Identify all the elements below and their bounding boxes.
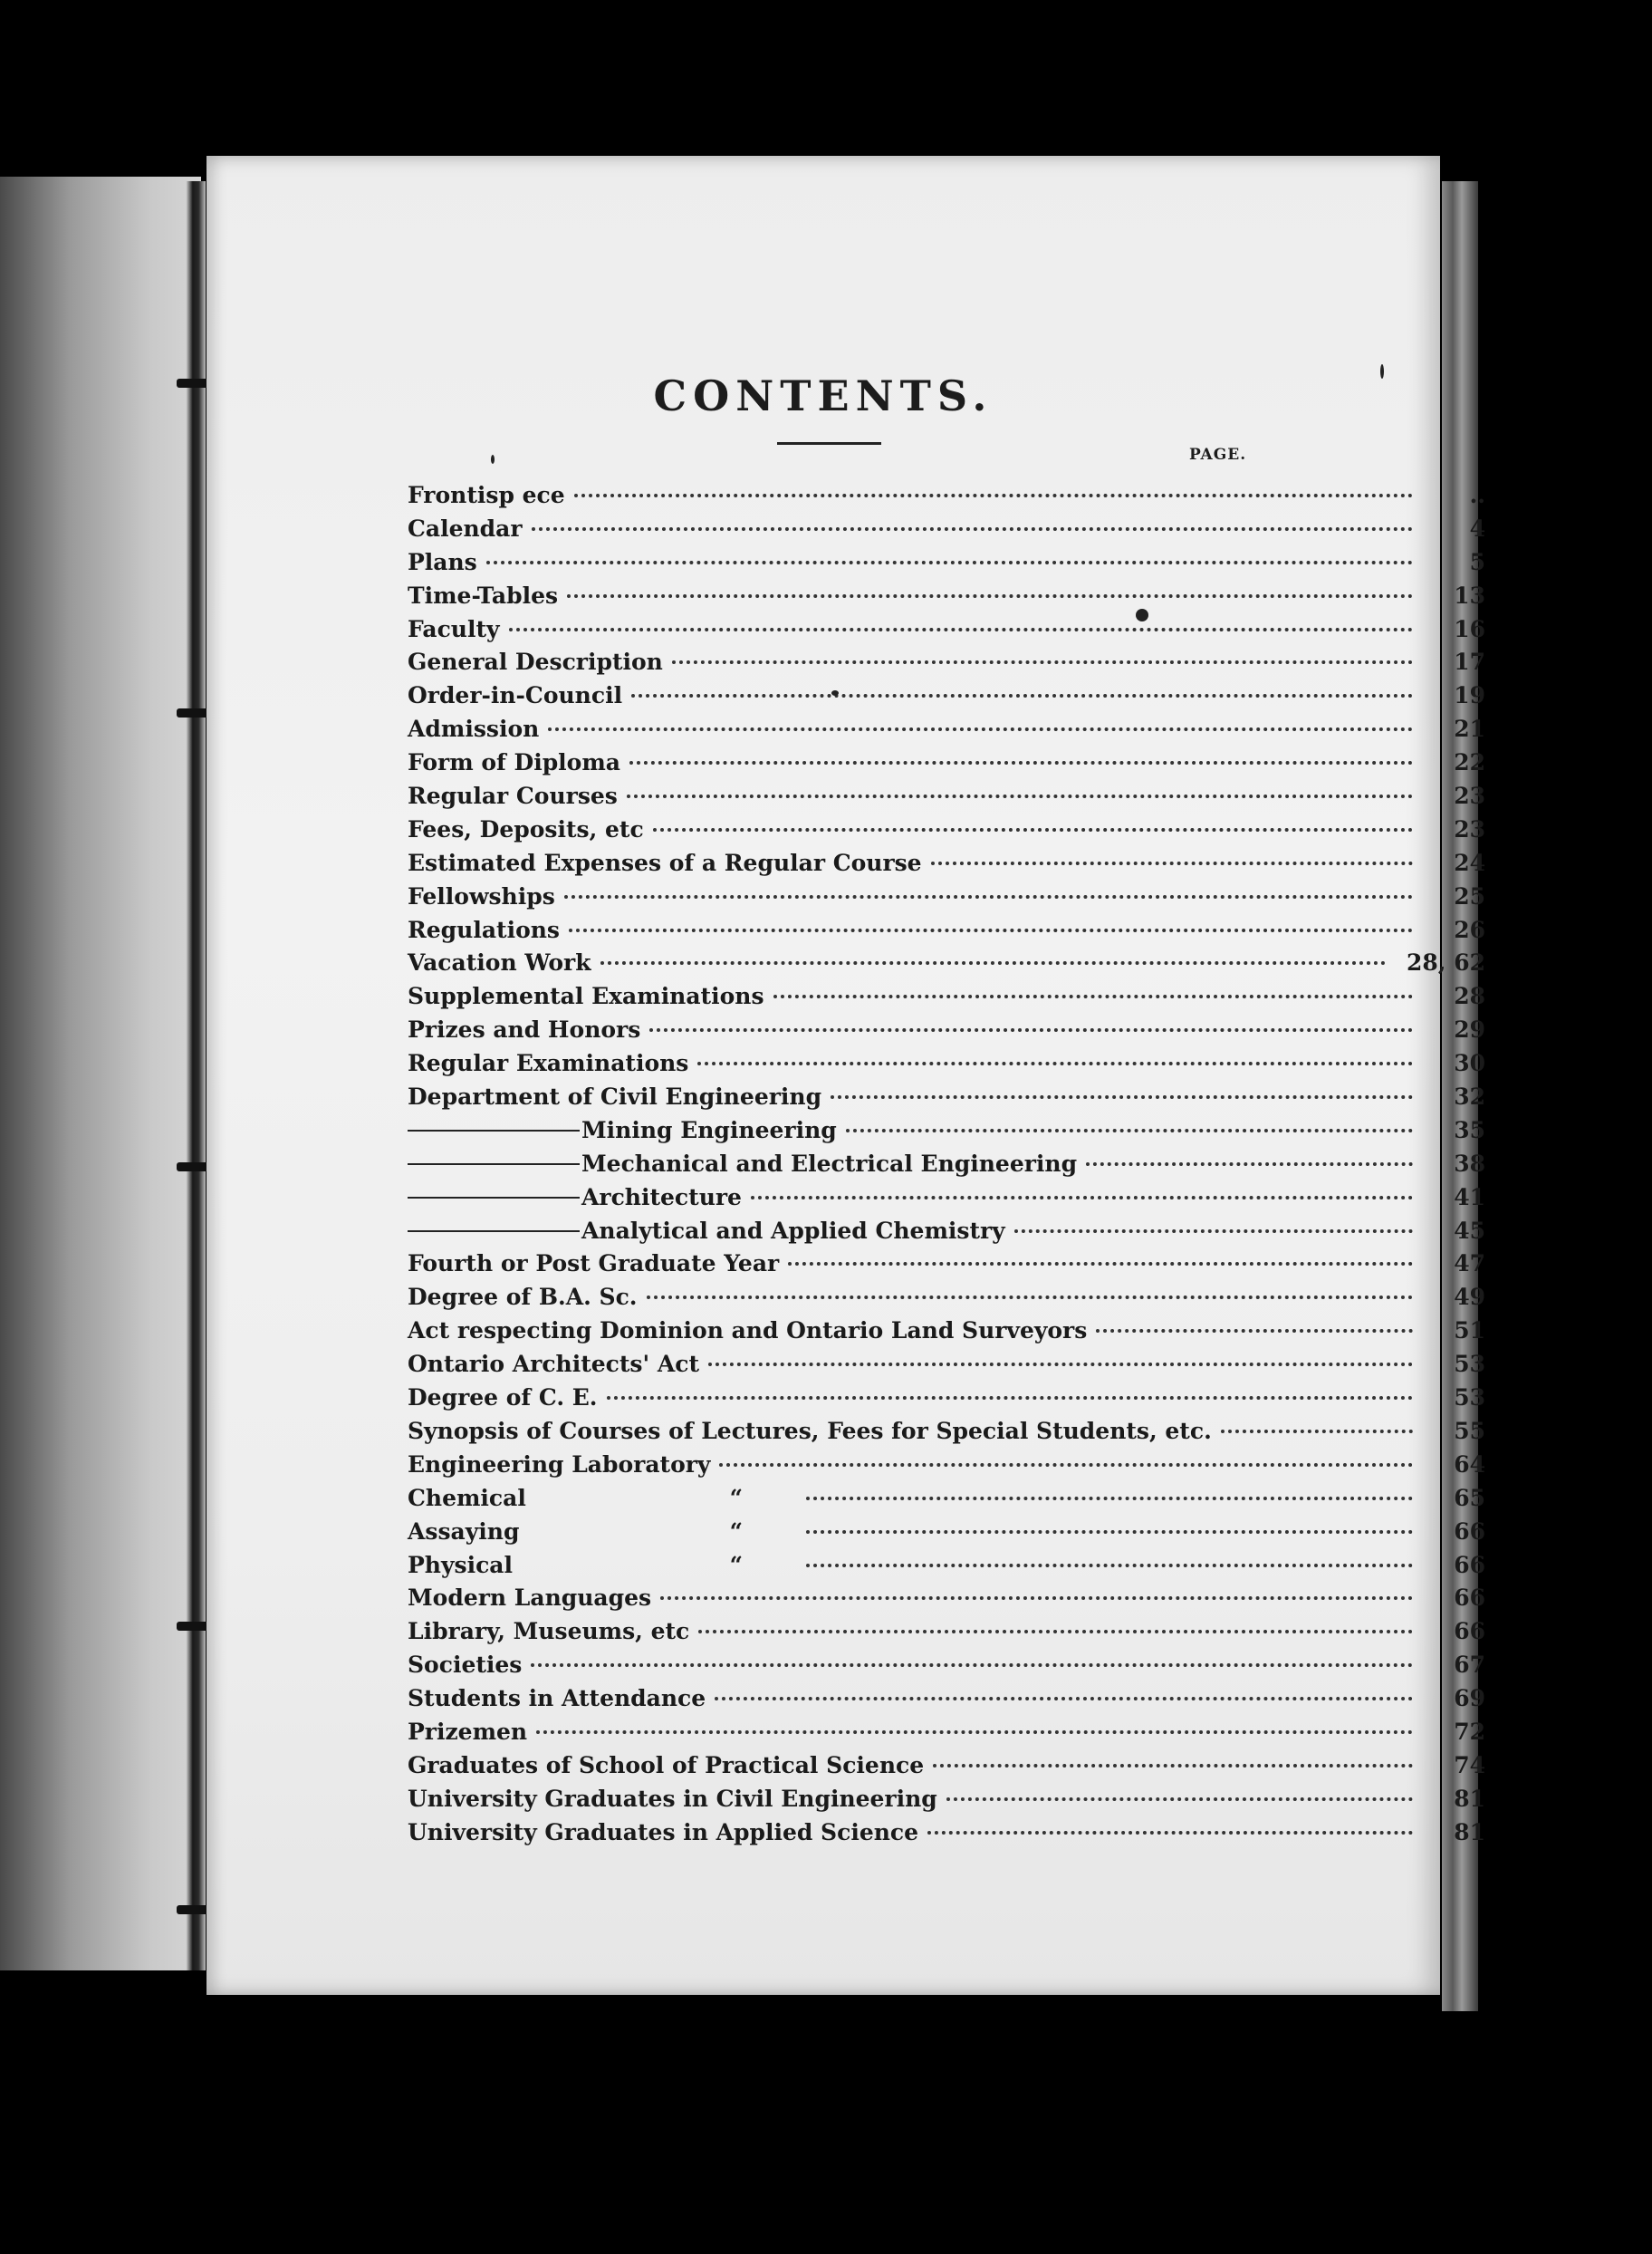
toc-sub-entry (408, 1218, 1485, 1251)
dot-leader (660, 1596, 1413, 1600)
entry-page: 23 (1454, 815, 1485, 843)
facing-page-edge (0, 177, 201, 1970)
entry-page: 23 (1454, 783, 1485, 810)
title-rule (777, 442, 881, 445)
entry-title: Fourth or Post Graduate Year (408, 1250, 780, 1277)
toc-entry (408, 1384, 1485, 1418)
entry-page: 74 (1454, 1751, 1485, 1778)
entry-page: 41 (1454, 1183, 1485, 1210)
entry-title: Frontisp ece (408, 482, 565, 508)
dot-leader (1086, 1162, 1413, 1166)
book-spine (186, 181, 206, 1970)
toc-entry (408, 1284, 1485, 1317)
toc-entry (408, 716, 1485, 749)
entry-page: 67 (1454, 1652, 1485, 1679)
entry-title: Supplemental Examinations (408, 983, 764, 1010)
entry-page: 28 (1454, 983, 1485, 1010)
toc-entry (408, 1418, 1485, 1451)
sub-entry-rule (408, 1197, 580, 1199)
entry-title: Architecture (581, 1183, 742, 1210)
entry-title: Admission (408, 716, 540, 743)
toc-entry (408, 983, 1485, 1016)
entry-page: 26 (1454, 916, 1485, 943)
entry-page: 47 (1454, 1250, 1485, 1277)
entry-title: Degree of B.A. Sc. (408, 1284, 638, 1311)
entry-page: 45 (1454, 1217, 1485, 1244)
entry-title: University Graduates in Applied Science (408, 1818, 919, 1845)
entry-page: 66 (1454, 1585, 1485, 1612)
entry-page: 32 (1454, 1084, 1485, 1111)
entry-title: Fellowships (408, 882, 555, 910)
page-title: CONTENTS. (653, 371, 994, 420)
entry-page: 22 (1454, 749, 1485, 776)
toc-entry (408, 783, 1485, 816)
dot-leader (715, 1697, 1413, 1700)
toc-entry (408, 1552, 1485, 1585)
entry-title: Prizemen (408, 1718, 528, 1745)
toc-entry (408, 1819, 1485, 1853)
entry-title: Synopsis of Courses of Lectures, Fees for Special Students, etc. (408, 1417, 1212, 1444)
entry-title: Prizes and Honors (408, 1016, 641, 1044)
entry-page: 16 (1454, 615, 1485, 642)
toc-sub-entry (408, 1117, 1485, 1151)
dot-leader (773, 995, 1413, 998)
entry-page: 51 (1454, 1317, 1485, 1344)
entry-page: 64 (1454, 1450, 1485, 1478)
entry-title: Time-Tables (408, 582, 559, 609)
entry-page: 81 (1454, 1785, 1485, 1812)
entry-page: 55 (1454, 1417, 1485, 1444)
dot-leader (647, 1296, 1413, 1299)
toc-entry (408, 1719, 1485, 1752)
dot-leader (548, 727, 1413, 731)
sub-entry-rule (408, 1230, 580, 1232)
entry-title: Department of Civil Engineering (408, 1084, 822, 1111)
toc-entry (408, 1050, 1485, 1084)
entry-title: Assaying (408, 1517, 520, 1545)
toc-entry (408, 616, 1485, 650)
entry-page: 53 (1454, 1351, 1485, 1378)
entry-page: 65 (1454, 1484, 1485, 1511)
entry-title: Ontario Architects' Act (408, 1351, 700, 1378)
dot-leader (698, 1630, 1413, 1633)
dot-leader (788, 1262, 1413, 1266)
toc-entry (408, 549, 1485, 583)
entry-title: Regular Examinations (408, 1050, 689, 1077)
dot-leader (509, 628, 1413, 631)
entry-page: 24 (1454, 849, 1485, 876)
dot-leader (631, 694, 1413, 698)
entry-page: 66 (1454, 1551, 1485, 1578)
dot-leader (649, 1028, 1413, 1032)
entry-page: 17 (1454, 649, 1485, 676)
dot-leader (719, 1463, 1413, 1467)
entry-title: Physical (408, 1551, 513, 1578)
entry-title: Graduates of School of Practical Science (408, 1751, 925, 1778)
dot-leader (567, 594, 1413, 598)
dot-leader (806, 1564, 1413, 1567)
dot-leader (831, 1095, 1413, 1099)
dot-leader (629, 761, 1413, 765)
toc-entry (408, 1351, 1485, 1384)
entry-title: Mining Engineering (581, 1116, 837, 1143)
dot-leader (607, 1396, 1413, 1400)
entry-title: Mechanical and Electrical Engineering (581, 1150, 1078, 1177)
dot-leader (531, 1663, 1413, 1667)
sub-entry-rule (408, 1163, 580, 1165)
dot-leader (931, 862, 1413, 865)
toc-entry (408, 917, 1485, 950)
entry-title: Faculty (408, 615, 500, 642)
entry-title: Engineering Laboratory (408, 1450, 711, 1478)
contents-list (408, 482, 1485, 1853)
sub-entry-rule (408, 1130, 580, 1132)
entry-title: Calendar (408, 515, 523, 542)
entry-page: 21 (1454, 716, 1485, 743)
page-column-label: PAGE. (1189, 446, 1247, 464)
entry-page: 25 (1454, 882, 1485, 910)
entry-title: Act respecting Dominion and Ontario Land Surveyors (408, 1317, 1088, 1344)
toc-entry (408, 1485, 1485, 1518)
toc-entry (408, 1585, 1485, 1618)
toc-entry (408, 949, 1485, 983)
entry-page: 5 (1469, 548, 1485, 575)
entry-title: Analytical and Applied Chemistry (581, 1217, 1005, 1244)
dot-leader (1096, 1329, 1413, 1333)
toc-entry (408, 1084, 1485, 1117)
entry-title: Degree of C. E. (408, 1384, 598, 1411)
entry-title: Plans (408, 548, 477, 575)
toc-entry (408, 482, 1485, 515)
entry-page: 53 (1454, 1384, 1485, 1411)
dust-speck (1136, 609, 1148, 621)
toc-entry (408, 1518, 1485, 1552)
entry-title: Modern Languages (408, 1585, 652, 1612)
entry-title: Regulations (408, 916, 561, 943)
dot-leader (1014, 1229, 1413, 1233)
toc-entry (408, 1451, 1485, 1485)
dust-speck (831, 690, 839, 696)
dot-leader (532, 527, 1413, 531)
toc-entry (408, 1317, 1485, 1351)
toc-entry (408, 649, 1485, 682)
toc-entry (408, 850, 1485, 883)
dot-leader (600, 961, 1386, 965)
entry-title: Societies (408, 1652, 523, 1679)
entry-title: Form of Diploma (408, 749, 620, 776)
entry-title: Order-in-Council (408, 682, 623, 709)
dot-leader (569, 929, 1413, 932)
entry-page: 4 (1469, 515, 1485, 542)
dot-leader (697, 1062, 1413, 1065)
toc-entry (408, 1786, 1485, 1819)
entry-page: 81 (1454, 1818, 1485, 1845)
entry-page: 35 (1454, 1116, 1485, 1143)
dust-speck (1380, 364, 1384, 379)
entry-page: 30 (1454, 1050, 1485, 1077)
entry-title: Chemical (408, 1484, 526, 1511)
entry-page: 66 (1454, 1618, 1485, 1645)
entry-title: Regular Courses (408, 783, 618, 810)
dot-leader (806, 1530, 1413, 1534)
toc-sub-entry (408, 1184, 1485, 1218)
entry-page: 66 (1454, 1517, 1485, 1545)
dot-leader (846, 1129, 1413, 1132)
entry-title: Vacation Work (408, 949, 591, 977)
dot-leader (751, 1196, 1413, 1199)
entry-page: 28, 62 (1407, 949, 1485, 977)
toc-entry (408, 1250, 1485, 1284)
toc-entry (408, 515, 1485, 549)
entry-title: Students in Attendance (408, 1685, 706, 1712)
dot-leader (1221, 1430, 1413, 1433)
toc-entry (408, 1652, 1485, 1685)
entry-title: University Graduates in Civil Engineering (408, 1785, 937, 1812)
dot-leader (946, 1797, 1413, 1801)
entry-page: 38 (1454, 1150, 1485, 1177)
dot-leader (564, 895, 1413, 899)
toc-entry (408, 583, 1485, 616)
ditto-mark: “ (729, 1517, 743, 1545)
dot-leader (708, 1363, 1413, 1366)
toc-entry (408, 816, 1485, 850)
dot-leader (653, 828, 1413, 832)
toc-entry (408, 682, 1485, 716)
toc-entry (408, 1016, 1485, 1050)
ditto-mark: “ (729, 1484, 743, 1511)
toc-entry (408, 1618, 1485, 1652)
contents-page (206, 156, 1485, 1995)
entry-title: Fees, Deposits, etc (408, 815, 644, 843)
dot-leader (627, 795, 1413, 798)
entry-page: 69 (1454, 1685, 1485, 1712)
toc-entry (408, 883, 1485, 917)
entry-page: .. (1469, 482, 1485, 508)
entry-page: 29 (1454, 1016, 1485, 1044)
entry-page: 49 (1454, 1284, 1485, 1311)
entry-title: General Description (408, 649, 663, 676)
entry-page: 72 (1454, 1718, 1485, 1745)
dust-speck (491, 455, 495, 464)
dot-leader (574, 494, 1413, 497)
entry-title: Library, Museums, etc (408, 1618, 690, 1645)
entry-page: 19 (1454, 682, 1485, 709)
dot-leader (486, 561, 1413, 564)
ditto-mark: “ (729, 1551, 743, 1578)
toc-entry (408, 1752, 1485, 1786)
dot-leader (536, 1730, 1413, 1734)
dot-leader (927, 1831, 1413, 1835)
entry-title: Estimated Expenses of a Regular Course (408, 849, 922, 876)
dot-leader (806, 1497, 1413, 1500)
entry-page: 13 (1454, 582, 1485, 609)
dot-leader (672, 660, 1413, 664)
toc-sub-entry (408, 1151, 1485, 1184)
toc-entry (408, 749, 1485, 783)
dot-leader (933, 1764, 1413, 1768)
toc-entry (408, 1685, 1485, 1719)
